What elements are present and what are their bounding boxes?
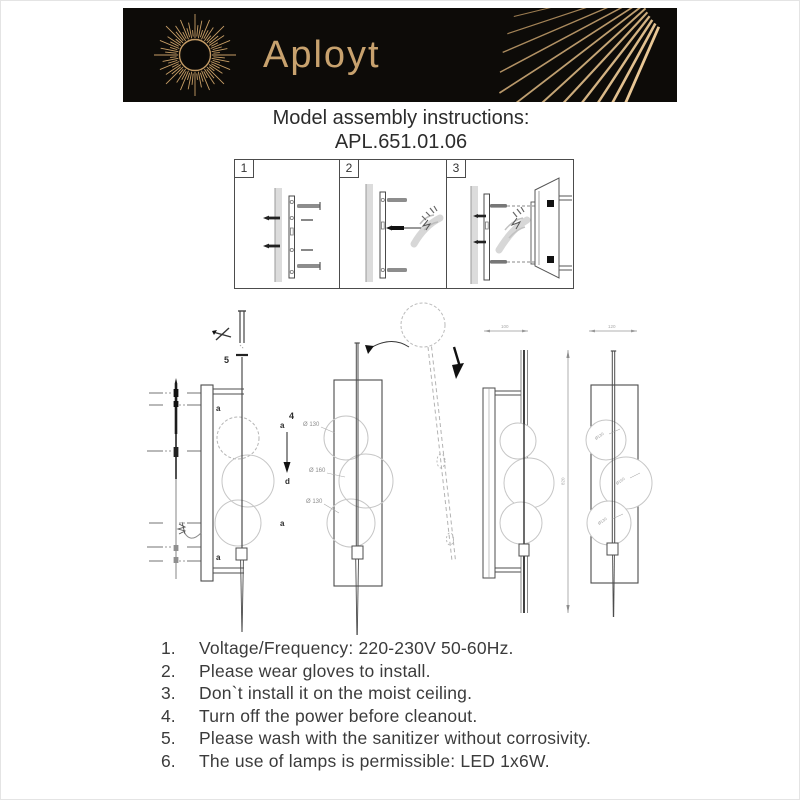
label-a-plate-top: a [216,404,221,413]
drawing-side-view [483,324,570,613]
label-d: d [285,477,290,486]
instruction-item [161,660,591,683]
title-block [1,106,800,154]
assembly-steps [234,159,573,289]
dim-diameter-top: Ø 130 [303,422,320,428]
instruction-number: 1. [161,638,176,658]
brand-banner [123,8,677,102]
globe-label-mid: Ø160 [614,476,626,486]
instruction-item [161,705,591,728]
drawing-front-view [586,324,652,617]
instruction-text: Turn off the power before cleanout. [199,705,478,726]
insert-arrow [452,363,464,379]
globe-detached-dashed [401,303,445,347]
instruction-number: 2. [161,660,176,681]
instruction-number: 3. [161,683,176,704]
dim-height: 820 [560,477,566,485]
page-title: Model assembly instructions: [272,107,530,129]
globe-label-top: Ø130 [593,431,605,441]
step-3-panel [446,159,574,289]
instruction-text: Please wash with the sanitizer without corrosivity. [199,728,592,749]
dim-diameter-mid: Ø 160 [309,468,326,474]
instruction-number: 5. [161,728,176,749]
dim-front-width: 120 [608,324,616,329]
screw-detail [212,311,248,355]
drawing-globe-install [303,303,464,635]
instruction-text: Don`t install it on the moist ceiling. [199,683,473,704]
step-1-drawing [235,160,339,288]
instruction-item [161,637,591,660]
step-1-panel [234,159,340,289]
label-a-right-top: a [280,421,285,430]
step-2-panel [339,159,447,289]
instruction-text: The use of lamps is permissible: LED 1x6W. [199,750,550,771]
parts-callout-rod [147,378,203,579]
instruction-text: Please wear gloves to install. [199,660,431,681]
rotate-arrow [365,345,374,354]
label-a-plate-bottom: a [216,553,221,562]
instruction-item [161,682,591,705]
instruction-list [161,637,591,773]
globe-label-bottom: Ø130 [596,516,608,526]
step-2-number: 2 [339,159,359,178]
instruction-text: Voltage/Frequency: 220-230V 50-60Hz. [199,638,514,658]
instruction-number: 4. [161,705,176,726]
step-1-number: 1 [234,159,254,178]
instruction-item [161,750,591,773]
globe-top-dashed [217,417,259,459]
instruction-item [161,727,591,750]
globe-middle [222,455,274,507]
globe-bottom [215,500,261,546]
label-a-right-bottom: a [280,519,285,528]
drawing-exploded-side [178,311,294,632]
brand-name: Aployt [263,34,381,76]
down-arrow [284,462,291,473]
step-3-drawing [447,160,573,288]
aployt-logo-starburst-icon [151,11,239,99]
instruction-number: 6. [161,750,176,771]
step-2-drawing [340,160,446,288]
callout-5: 5 [224,355,230,365]
dim-side-width: 100 [501,324,509,329]
decorative-rays [435,8,677,102]
step-3-number: 3 [446,159,466,178]
callout-4: 4 [289,411,295,421]
technical-drawings [141,301,665,637]
dim-diameter-bottom: Ø 130 [306,499,323,505]
model-number: APL.651.01.06 [334,131,468,153]
